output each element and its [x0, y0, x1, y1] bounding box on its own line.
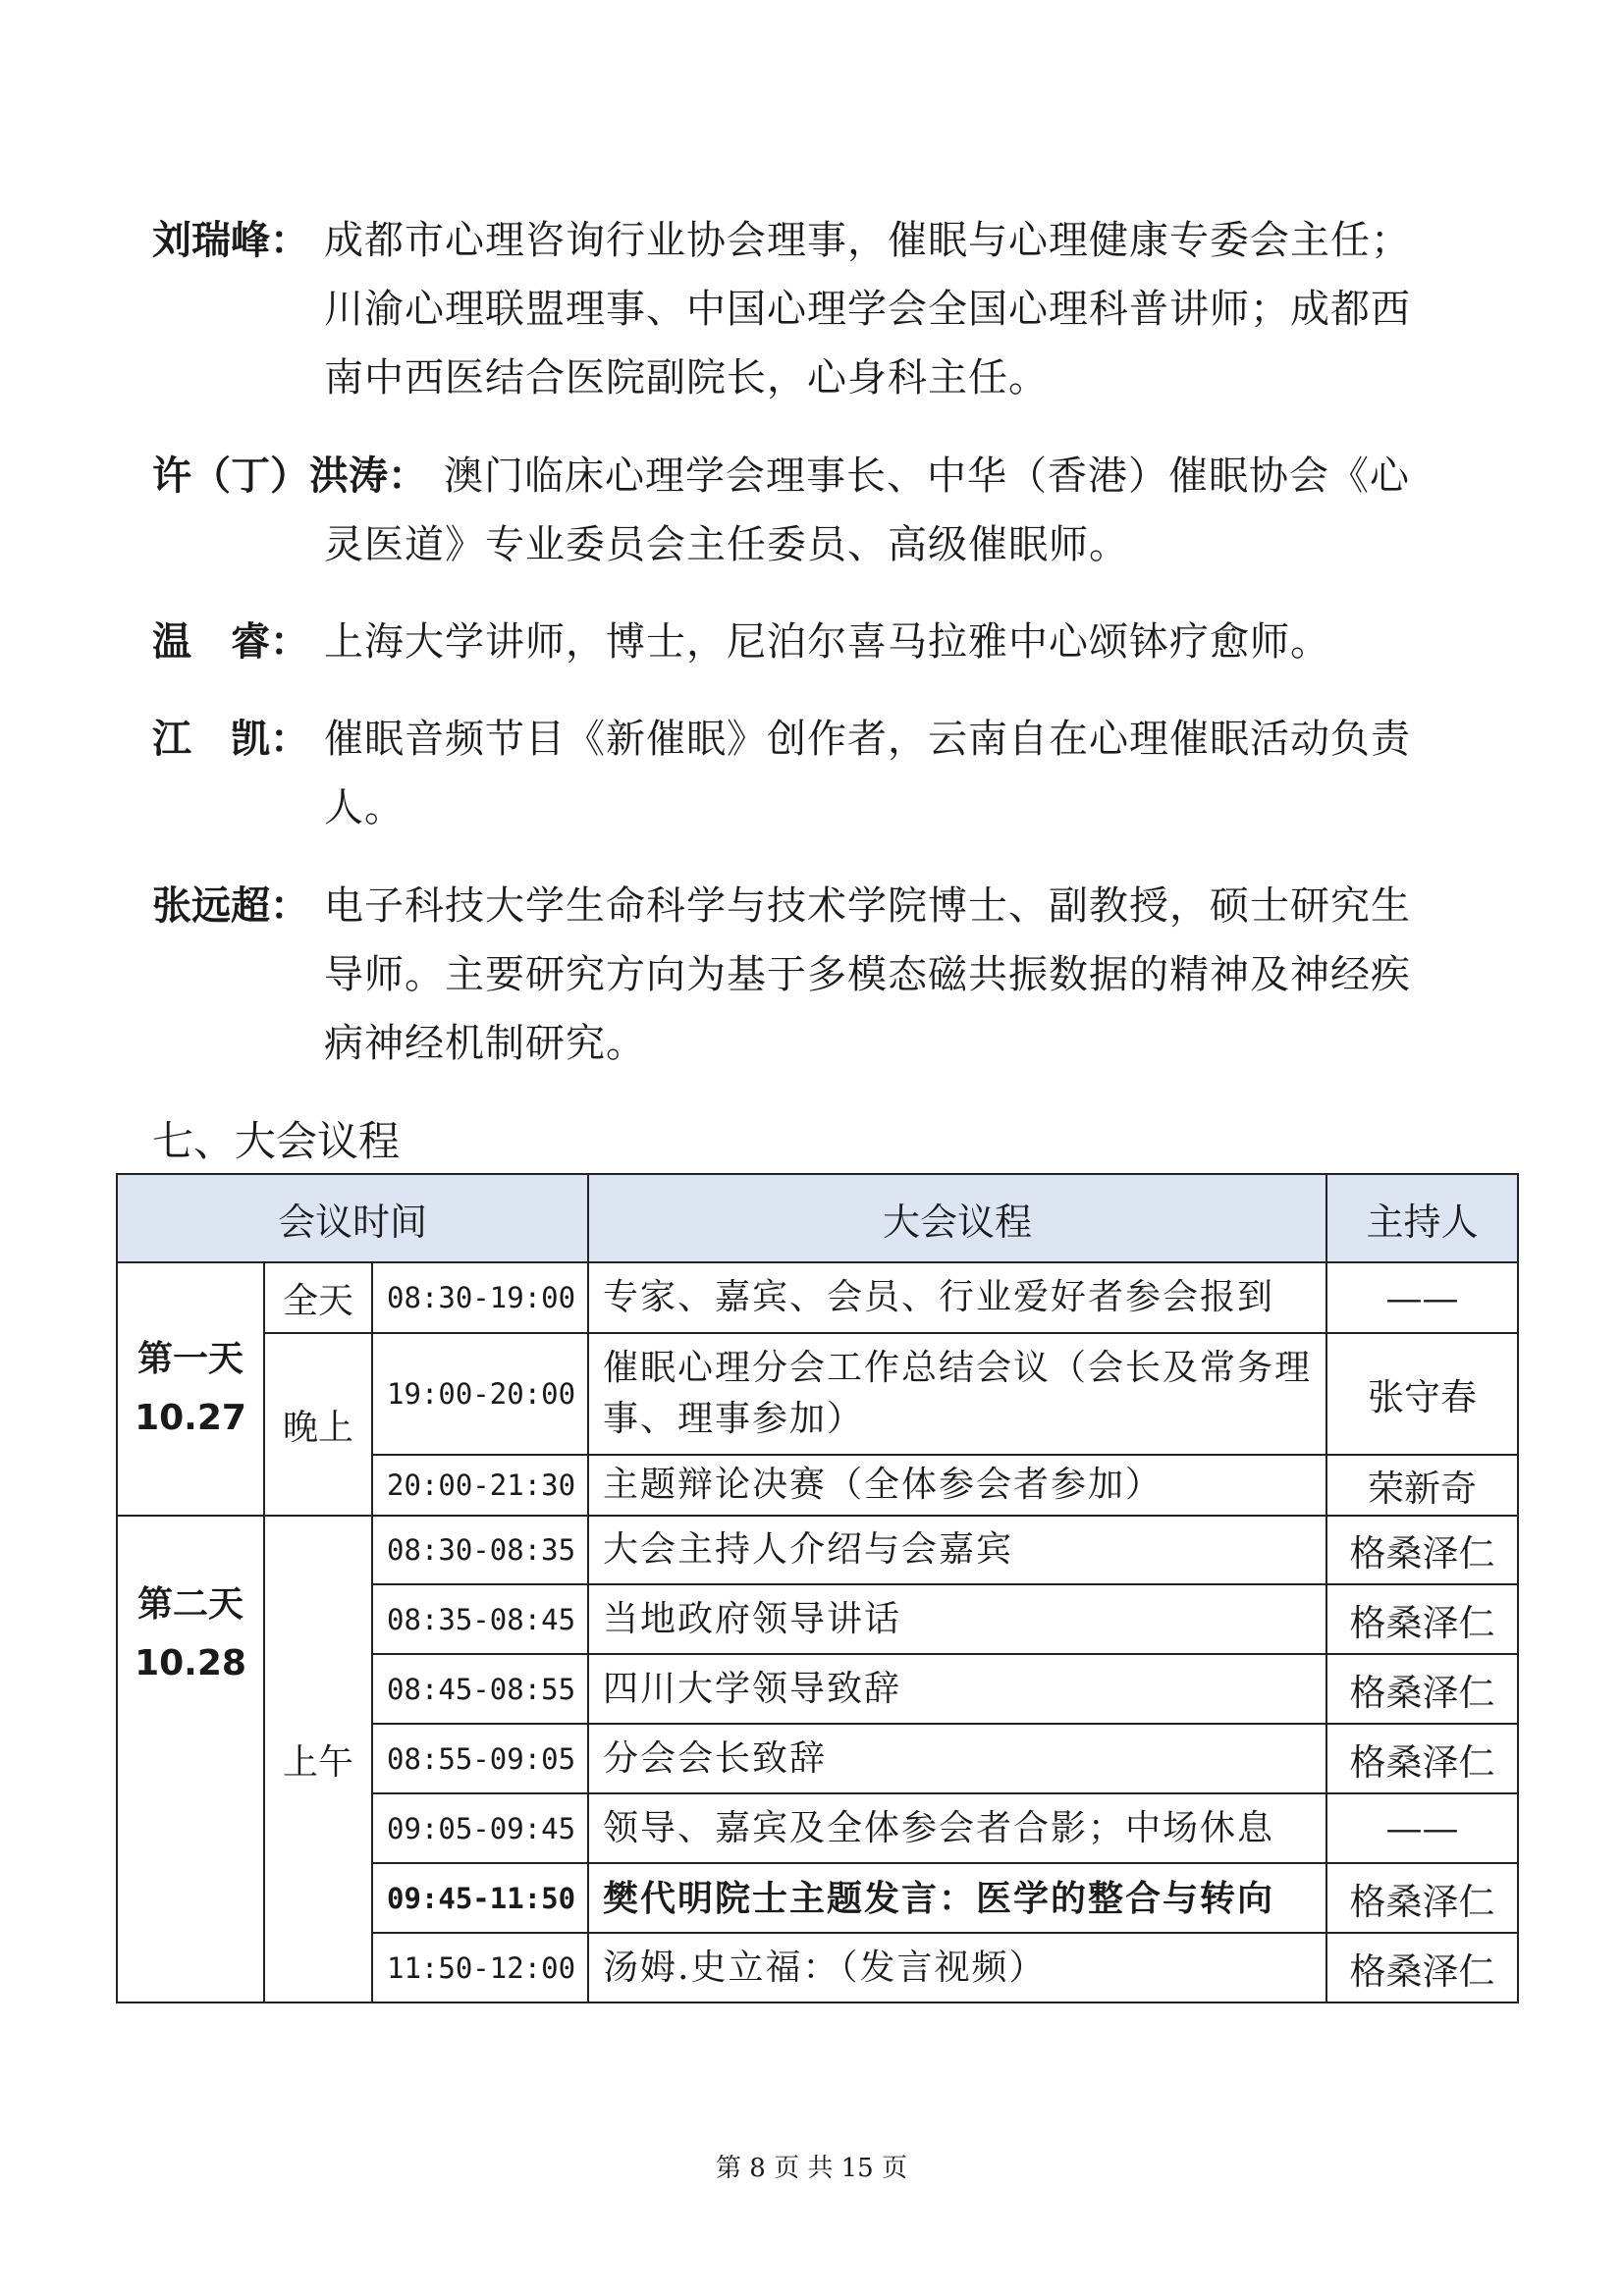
host-cell: 张守春 — [1326, 1333, 1518, 1455]
time-cell: 08:55-09:05 — [372, 1724, 588, 1793]
host-cell: 格桑泽仁 — [1326, 1863, 1518, 1933]
host-cell: 格桑泽仁 — [1326, 1584, 1518, 1654]
bio-zhang-yuanchao — [152, 872, 1488, 1078]
table-row — [117, 1516, 1518, 1584]
bio-line: 澳门临床心理学会理事长、中华（香港）催眠协会《心 — [444, 454, 1410, 499]
host-cell: 荣新奇 — [1326, 1455, 1518, 1516]
bio-name: 张远超： — [152, 883, 309, 929]
time-cell: 11:50-12:00 — [372, 1933, 588, 2002]
bio-line: 灵医道》专业委员会主任委员、高级催眠师。 — [324, 522, 1129, 567]
time-cell: 20:00-21:30 — [372, 1455, 588, 1516]
day-label: 第一天 — [136, 1339, 243, 1379]
bio-text — [324, 872, 1488, 1078]
agenda-cell: 分会会长致辞 — [588, 1724, 1326, 1793]
bio-line: 电子科技大学生命科学与技术学院博士、副教授，硕士研究生 — [324, 883, 1411, 929]
bio-line: 催眠音频节目《新催眠》创作者，云南自在心理催眠活动负责 — [324, 717, 1411, 762]
bio-name: 许（丁）洪涛： — [152, 454, 427, 499]
time-cell: 19:00-20:00 — [372, 1333, 588, 1455]
day-date: 10.27 — [135, 1398, 246, 1438]
bio-line: 成都市心理咨询行业协会理事，催眠与心理健康专委会主任； — [324, 218, 1411, 263]
bio-text — [324, 608, 1488, 676]
agenda-cell: 催眠心理分会工作总结会议（会长及常务理事、理事参加） — [588, 1333, 1326, 1455]
header-host: 主持人 — [1326, 1174, 1518, 1262]
bio-line: 导师。主要研究方向为基于多模态磁共振数据的精神及神经疾 — [324, 952, 1411, 997]
agenda-cell: 领导、嘉宾及全体参会者合影；中场休息 — [588, 1793, 1326, 1863]
agenda-cell: 汤姆.史立福：（发言视频） — [588, 1933, 1326, 2002]
agenda-table — [116, 1173, 1519, 2003]
table-header-row — [117, 1174, 1518, 1262]
header-agenda: 大会议程 — [588, 1174, 1326, 1262]
host-cell: 格桑泽仁 — [1326, 1724, 1518, 1793]
bio-xu-hongtao — [152, 442, 1488, 579]
agenda-cell: 大会主持人介绍与会嘉宾 — [588, 1516, 1326, 1584]
table-row — [117, 1262, 1518, 1333]
page-footer: 第 8 页 共 15 页 — [716, 2154, 907, 2183]
day-date: 10.28 — [135, 1643, 246, 1683]
host-cell: —— — [1326, 1262, 1518, 1333]
agenda-cell: 主题辩论决赛（全体参会者参加） — [588, 1455, 1326, 1516]
day-cell — [117, 1262, 264, 1516]
bio-text — [324, 705, 1488, 842]
bio-name: 刘瑞峰： — [152, 218, 309, 263]
host-cell: 格桑泽仁 — [1326, 1516, 1518, 1584]
day-label: 第二天 — [136, 1584, 243, 1625]
time-cell: 09:45-11:50 — [372, 1863, 588, 1933]
time-cell: 08:45-08:55 — [372, 1654, 588, 1724]
day-cell — [117, 1516, 264, 2002]
period-cell: 上午 — [264, 1516, 372, 2002]
section-title: 七、大会议程 — [152, 1117, 401, 1165]
host-cell: 格桑泽仁 — [1326, 1654, 1518, 1724]
time-cell: 08:35-08:45 — [372, 1584, 588, 1654]
bio-line: 上海大学讲师，博士，尼泊尔喜马拉雅中心颂钵疗愈师。 — [324, 619, 1330, 665]
bio-line: 人。 — [324, 785, 405, 830]
table-row — [117, 1333, 1518, 1455]
bio-text — [324, 206, 1488, 412]
bio-line: 南中西医结合医院副院长，心身科主任。 — [324, 355, 1049, 400]
host-cell: 格桑泽仁 — [1326, 1933, 1518, 2002]
bio-line: 川渝心理联盟理事、中国心理学会全国心理科普讲师；成都西 — [324, 287, 1411, 332]
agenda-cell: 四川大学领导致辞 — [588, 1654, 1326, 1724]
agenda-cell: 当地政府领导讲话 — [588, 1584, 1326, 1654]
period-cell: 晚上 — [264, 1333, 372, 1516]
bio-wen-rui — [152, 608, 1488, 676]
period-cell: 全天 — [264, 1262, 372, 1333]
time-cell: 08:30-19:00 — [372, 1262, 588, 1333]
time-cell: 09:05-09:45 — [372, 1793, 588, 1863]
bio-name: 江 凯： — [152, 717, 309, 762]
bio-jiang-kai — [152, 705, 1488, 842]
header-time: 会议时间 — [117, 1174, 588, 1262]
host-cell: —— — [1326, 1793, 1518, 1863]
bio-liu-ruifeng — [152, 206, 1488, 412]
bio-name: 温 睿： — [152, 619, 309, 665]
bio-line: 病神经机制研究。 — [324, 1021, 646, 1066]
agenda-cell: 专家、嘉宾、会员、行业爱好者参会报到 — [588, 1262, 1326, 1333]
time-cell: 08:30-08:35 — [372, 1516, 588, 1584]
agenda-cell: 樊代明院士主题发言：医学的整合与转向 — [588, 1863, 1326, 1933]
